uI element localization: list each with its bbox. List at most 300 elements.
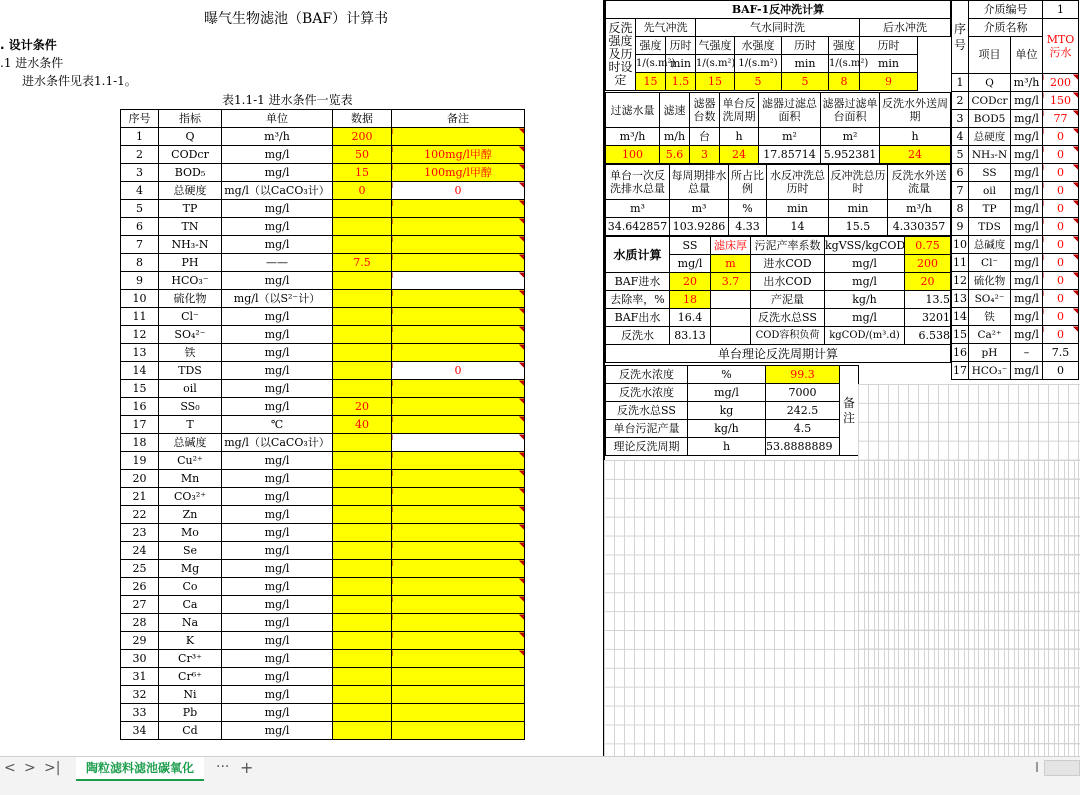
cell[interactable]: m³	[606, 200, 670, 218]
cell[interactable]: mg/l	[825, 309, 905, 327]
cell[interactable]	[392, 578, 525, 596]
cell[interactable]	[333, 578, 392, 596]
cell[interactable]: 1/(s.m²)	[735, 55, 782, 73]
cell[interactable]: 18	[121, 434, 159, 452]
cell[interactable]: TP	[969, 200, 1011, 218]
cell[interactable]: 历时	[666, 37, 696, 55]
cell[interactable]: mg/l	[222, 614, 333, 632]
h-scroll-grip[interactable]	[1036, 762, 1038, 772]
cell[interactable]	[333, 668, 392, 686]
cell[interactable]: 0	[1043, 290, 1079, 308]
cell[interactable]: Cl⁻	[159, 308, 222, 326]
cell[interactable]	[392, 560, 525, 578]
cell[interactable]: 硫化物	[969, 272, 1011, 290]
cell[interactable]	[392, 272, 525, 290]
cell[interactable]: mg/l	[222, 650, 333, 668]
cell[interactable]: 水强度	[735, 37, 782, 55]
cell[interactable]: 反冲洗总历时	[829, 165, 888, 200]
cell[interactable]: 8	[121, 254, 159, 272]
cell[interactable]: mg/l	[222, 686, 333, 704]
cell[interactable]: NH₃-N	[159, 236, 222, 254]
cell[interactable]: 去除率，%	[606, 291, 670, 309]
cell[interactable]: mg/l	[1011, 146, 1043, 164]
cell[interactable]	[333, 272, 392, 290]
cell[interactable]: 0	[1043, 218, 1079, 236]
cell[interactable]: mg/l	[1011, 362, 1043, 380]
cell[interactable]: mg/l	[1011, 326, 1043, 344]
cell[interactable]	[392, 344, 525, 362]
cell[interactable]: mg/l	[222, 560, 333, 578]
cell[interactable]: mg/l	[222, 164, 333, 182]
cell[interactable]: 强度	[829, 37, 860, 55]
cell[interactable]	[392, 398, 525, 416]
cell[interactable]: mg/l	[1011, 272, 1043, 290]
cell[interactable]	[392, 614, 525, 632]
cell[interactable]: mg/l	[222, 308, 333, 326]
cell[interactable]: 26	[121, 578, 159, 596]
cell[interactable]	[392, 128, 525, 146]
cell[interactable]: min	[767, 200, 829, 218]
cell[interactable]: 99.3	[766, 366, 840, 384]
cell[interactable]: 0	[1043, 164, 1079, 182]
cell[interactable]: mg/l	[1011, 236, 1043, 254]
cell[interactable]: TDS	[969, 218, 1011, 236]
cell[interactable]: 8	[952, 200, 969, 218]
cell[interactable]: mg/l	[1011, 308, 1043, 326]
cell[interactable]: 单台反洗周期	[720, 93, 759, 128]
medium-name-label[interactable]: 介质名称	[969, 19, 1043, 37]
cell[interactable]	[392, 632, 525, 650]
cell[interactable]: mg/l	[825, 273, 905, 291]
cell[interactable]: 产泥量	[751, 291, 825, 309]
cell[interactable]: NH₃-N	[969, 146, 1011, 164]
cell[interactable]: TDS	[159, 362, 222, 380]
cell[interactable]: 1/(s.m²)	[829, 55, 860, 73]
cell[interactable]: h	[720, 128, 759, 146]
cell[interactable]: m³/h	[1011, 74, 1043, 92]
cell[interactable]: 总碱度	[969, 236, 1011, 254]
cell[interactable]: 进水COD	[751, 255, 825, 273]
cell[interactable]: m²	[759, 128, 821, 146]
cell[interactable]: 10	[121, 290, 159, 308]
cell[interactable]: 历时	[782, 37, 829, 55]
cell[interactable]: 0.75	[905, 237, 951, 255]
cell[interactable]	[333, 452, 392, 470]
cell[interactable]: 反洗水总SS	[751, 309, 825, 327]
cell[interactable]: Ni	[159, 686, 222, 704]
cell[interactable]	[392, 542, 525, 560]
cell[interactable]: 4.33	[729, 218, 767, 236]
cell[interactable]: Co	[159, 578, 222, 596]
cell[interactable]: 34	[121, 722, 159, 740]
cell[interactable]	[392, 650, 525, 668]
cell[interactable]: 理论反洗周期	[606, 438, 688, 456]
cell[interactable]: BAF出水	[606, 309, 670, 327]
cell[interactable]: h	[688, 438, 766, 456]
cell[interactable]: 103.9286	[670, 218, 729, 236]
cell[interactable]: 过滤水量	[606, 93, 660, 128]
cell[interactable]	[392, 434, 525, 452]
cell[interactable]	[333, 290, 392, 308]
cell[interactable]: 1/(s.m²)	[636, 55, 666, 73]
cell[interactable]: 5	[782, 73, 829, 91]
cell[interactable]: 22	[121, 506, 159, 524]
cell[interactable]: 3201	[905, 309, 951, 327]
cell[interactable]: T	[159, 416, 222, 434]
cell[interactable]: 16.4	[670, 309, 711, 327]
more-sheets-button[interactable]: ···	[216, 759, 230, 775]
cell[interactable]: mg/l	[1011, 290, 1043, 308]
cell[interactable]: 12	[952, 272, 969, 290]
cell[interactable]: 4	[121, 182, 159, 200]
cell[interactable]	[392, 290, 525, 308]
cell[interactable]: mg/l	[222, 524, 333, 542]
cell[interactable]: 反洗水外送流量	[888, 165, 951, 200]
cell[interactable]	[392, 722, 525, 740]
cell[interactable]: 1	[121, 128, 159, 146]
cell[interactable]: 水反冲洗总历时	[767, 165, 829, 200]
cell[interactable]: 1	[952, 74, 969, 92]
cell[interactable]	[333, 434, 392, 452]
cell[interactable]: min	[860, 55, 918, 73]
column-header[interactable]: 单位	[222, 110, 333, 128]
cell[interactable]: CODcr	[159, 146, 222, 164]
cell[interactable]: 30	[121, 650, 159, 668]
cell[interactable]: TN	[159, 218, 222, 236]
cell[interactable]: 17	[952, 362, 969, 380]
cell[interactable]: 11	[121, 308, 159, 326]
cell[interactable]: 0	[1043, 146, 1079, 164]
cell[interactable]: h	[880, 128, 951, 146]
cell[interactable]: mg/l（以S²⁻计）	[222, 290, 333, 308]
cell[interactable]: 0	[333, 182, 392, 200]
column-header[interactable]: 序号	[121, 110, 159, 128]
cell[interactable]: mg/l	[222, 722, 333, 740]
cell[interactable]: 总硬度	[969, 128, 1011, 146]
cell[interactable]: 100	[606, 146, 660, 164]
cell[interactable]: 13.5	[905, 291, 951, 309]
cell[interactable]	[333, 542, 392, 560]
cell[interactable]: mg/l	[222, 326, 333, 344]
cell[interactable]: mg/l	[222, 200, 333, 218]
cell[interactable]	[392, 218, 525, 236]
cell[interactable]: 100mg/l甲醇	[392, 146, 525, 164]
cell[interactable]: ℃	[222, 416, 333, 434]
cell[interactable]: 33	[121, 704, 159, 722]
cell[interactable]: Pb	[159, 704, 222, 722]
cell[interactable]: 200	[333, 128, 392, 146]
cell[interactable]: K	[159, 632, 222, 650]
cell[interactable]: 242.5	[766, 402, 840, 420]
cell[interactable]: mg/l	[1011, 92, 1043, 110]
cell[interactable]: 14	[767, 218, 829, 236]
cell[interactable]: mg/l	[222, 146, 333, 164]
cell[interactable]: 34.642857	[606, 218, 670, 236]
cell[interactable]: 0	[1043, 236, 1079, 254]
cell[interactable]: 20	[333, 398, 392, 416]
cell[interactable]: mg/l	[222, 668, 333, 686]
cell[interactable]	[711, 291, 751, 309]
cell[interactable]: 13	[952, 290, 969, 308]
cell[interactable]: pH	[969, 344, 1011, 362]
cell[interactable]: mg/l	[222, 470, 333, 488]
cell[interactable]	[333, 632, 392, 650]
cell[interactable]: 23	[121, 524, 159, 542]
cell[interactable]: Zn	[159, 506, 222, 524]
cell[interactable]: Na	[159, 614, 222, 632]
cell[interactable]: Cr³⁺	[159, 650, 222, 668]
cell[interactable]	[392, 596, 525, 614]
cell[interactable]: mg/l（以CaCO₃计）	[222, 434, 333, 452]
cell[interactable]: 25	[121, 560, 159, 578]
cell[interactable]: Cl⁻	[969, 254, 1011, 272]
cell[interactable]: 滤速	[660, 93, 690, 128]
cell[interactable]	[392, 452, 525, 470]
cell[interactable]	[392, 308, 525, 326]
cell[interactable]: mg/l	[1011, 200, 1043, 218]
cell[interactable]: HCO₃⁻	[969, 362, 1011, 380]
cell[interactable]: 83.13	[670, 327, 711, 345]
cell[interactable]	[392, 380, 525, 398]
cell[interactable]: 15.5	[829, 218, 888, 236]
cell[interactable]: Mn	[159, 470, 222, 488]
cell[interactable]: 出水COD	[751, 273, 825, 291]
cell[interactable]: 15	[636, 73, 666, 91]
cell[interactable]: 15	[696, 73, 735, 91]
cell[interactable]	[392, 236, 525, 254]
cell[interactable]: 0	[1043, 128, 1079, 146]
cell[interactable]: mg/l	[1011, 128, 1043, 146]
cell[interactable]: mg/l	[222, 632, 333, 650]
cell[interactable]: 1.5	[666, 73, 696, 91]
cell[interactable]: 40	[333, 416, 392, 434]
cell[interactable]: 17.85714	[759, 146, 821, 164]
cell[interactable]: 14	[121, 362, 159, 380]
cell[interactable]: 滤器过滤单台面积	[821, 93, 880, 128]
cell[interactable]	[392, 200, 525, 218]
cell[interactable]: Mg	[159, 560, 222, 578]
cell[interactable]: 9	[860, 73, 918, 91]
cell[interactable]: 反洗水	[606, 327, 670, 345]
period-calc-title[interactable]: 单台理论反洗周期计算	[606, 345, 951, 363]
cell[interactable]: 0	[1043, 272, 1079, 290]
cell[interactable]: m	[711, 255, 751, 273]
cell[interactable]	[333, 218, 392, 236]
cell[interactable]: 7.5	[1043, 344, 1079, 362]
cell[interactable]: mg/l	[222, 362, 333, 380]
cell[interactable]: Q	[969, 74, 1011, 92]
column-header[interactable]: 数据	[333, 110, 392, 128]
cell[interactable]: 历时	[860, 37, 918, 55]
cell[interactable]: Mo	[159, 524, 222, 542]
cell[interactable]: 20	[905, 273, 951, 291]
medium-name-value[interactable]: MTO污水	[1043, 19, 1079, 74]
cell[interactable]: Se	[159, 542, 222, 560]
cell[interactable]: 5	[121, 200, 159, 218]
cell[interactable]: PH	[159, 254, 222, 272]
cell[interactable]: 12	[121, 326, 159, 344]
cell[interactable]	[333, 686, 392, 704]
cell[interactable]: 5.6	[660, 146, 690, 164]
column-header[interactable]: 指标	[159, 110, 222, 128]
cell[interactable]: 31	[121, 668, 159, 686]
cell[interactable]: 反洗水浓度	[606, 384, 688, 402]
cell[interactable]: mg/l	[222, 596, 333, 614]
cell[interactable]: 24	[720, 146, 759, 164]
medium-no-label[interactable]: 介质编号	[969, 1, 1043, 19]
cell[interactable]	[333, 326, 392, 344]
cell[interactable]: mg/l	[222, 542, 333, 560]
cell[interactable]: oil	[969, 182, 1011, 200]
cell[interactable]	[333, 650, 392, 668]
cell[interactable]: mg/l	[222, 488, 333, 506]
cell[interactable]: 20	[670, 273, 711, 291]
item-header[interactable]: 项目	[969, 37, 1011, 74]
cell[interactable]: 所占比例	[729, 165, 767, 200]
unit-header[interactable]: 单位	[1011, 37, 1043, 74]
cell[interactable]: kg	[688, 402, 766, 420]
cell[interactable]: 4.5	[766, 420, 840, 438]
cell[interactable]: mg/l	[222, 704, 333, 722]
cell[interactable]: mg/l	[222, 578, 333, 596]
cell[interactable]	[333, 722, 392, 740]
next-sheet-button[interactable]: >	[24, 760, 36, 776]
cell[interactable]: BOD₅	[159, 164, 222, 182]
cell[interactable]	[392, 254, 525, 272]
cell[interactable]: 7	[121, 236, 159, 254]
cell[interactable]: mg/l	[670, 255, 711, 273]
cell[interactable]: 0	[1043, 362, 1079, 380]
cell[interactable]: –	[1011, 344, 1043, 362]
cell[interactable]: 15	[952, 326, 969, 344]
cell[interactable]: min	[666, 55, 696, 73]
cell[interactable]: 单台污泥产量	[606, 420, 688, 438]
cell[interactable]: 2	[121, 146, 159, 164]
cell[interactable]: 硫化物	[159, 290, 222, 308]
cell[interactable]: 29	[121, 632, 159, 650]
cell[interactable]: 27	[121, 596, 159, 614]
cell[interactable]: 53.8888889	[766, 438, 840, 456]
cell[interactable]: 15	[333, 164, 392, 182]
cell[interactable]: mg/l	[222, 272, 333, 290]
cell[interactable]: 8	[829, 73, 860, 91]
empty-cells-grid-lower[interactable]	[604, 460, 1080, 756]
cell[interactable]: mg/l	[1011, 182, 1043, 200]
cell[interactable]	[333, 362, 392, 380]
cell[interactable]: m³/h	[606, 128, 660, 146]
cell[interactable]	[392, 326, 525, 344]
cell[interactable]: 0	[392, 362, 525, 380]
cell[interactable]	[333, 704, 392, 722]
cell[interactable]	[333, 596, 392, 614]
cell[interactable]: 总硬度	[159, 182, 222, 200]
cell[interactable]: 7.5	[333, 254, 392, 272]
cell[interactable]: Cd	[159, 722, 222, 740]
cell[interactable]: 滤器过滤总面积	[759, 93, 821, 128]
cell[interactable]: 20	[121, 470, 159, 488]
cell[interactable]: 200	[905, 255, 951, 273]
cell[interactable]: 50	[333, 146, 392, 164]
cell[interactable]	[392, 416, 525, 434]
cell[interactable]	[392, 488, 525, 506]
cell[interactable]: m³/h	[222, 128, 333, 146]
cell[interactable]: 污泥产率系数	[751, 237, 825, 255]
cell[interactable]	[333, 506, 392, 524]
cell[interactable]: BAF进水	[606, 273, 670, 291]
cell[interactable]: 强度	[636, 37, 666, 55]
cell[interactable]: min	[829, 200, 888, 218]
cell[interactable]: 台	[690, 128, 720, 146]
cell[interactable]: kgVSS/kgCOD	[825, 237, 905, 255]
cell[interactable]	[333, 614, 392, 632]
cell[interactable]: m/h	[660, 128, 690, 146]
cell[interactable]: Ca	[159, 596, 222, 614]
cell[interactable]: 反洗水外送周期	[880, 93, 951, 128]
cell[interactable]: 21	[121, 488, 159, 506]
cell[interactable]: SS	[670, 237, 711, 255]
cell[interactable]: 32	[121, 686, 159, 704]
cell[interactable]: Cr⁶⁺	[159, 668, 222, 686]
cell[interactable]: 28	[121, 614, 159, 632]
cell[interactable]: 10	[952, 236, 969, 254]
cell[interactable]	[333, 344, 392, 362]
cell[interactable]: 100mg/l甲醇	[392, 164, 525, 182]
cell[interactable]	[392, 470, 525, 488]
cell[interactable]: TP	[159, 200, 222, 218]
cell[interactable]: 反洗水浓度	[606, 366, 688, 384]
cell[interactable]: mg/l	[222, 380, 333, 398]
cell[interactable]: 每周期排水总量	[670, 165, 729, 200]
cell[interactable]: SO₄²⁻	[159, 326, 222, 344]
cell[interactable]: kg/h	[825, 291, 905, 309]
cell[interactable]	[711, 309, 751, 327]
cell[interactable]: 200	[1043, 74, 1079, 92]
column-header[interactable]: 备注	[392, 110, 525, 128]
wq-label[interactable]: 水质计算	[606, 237, 670, 273]
cell[interactable]: ——	[222, 254, 333, 272]
cell[interactable]	[333, 200, 392, 218]
cell[interactable]: Cu²⁺	[159, 452, 222, 470]
cell[interactable]: 0	[1043, 326, 1079, 344]
cell[interactable]: 16	[121, 398, 159, 416]
cell[interactable]: 24	[880, 146, 951, 164]
cell[interactable]: mg/l	[222, 506, 333, 524]
cell[interactable]: mg/l	[222, 344, 333, 362]
cell[interactable]: 3	[121, 164, 159, 182]
cell[interactable]: 4	[952, 128, 969, 146]
cell[interactable]	[333, 236, 392, 254]
h-scrollbar[interactable]	[1044, 760, 1080, 776]
cell[interactable]: COD容积负荷	[751, 327, 825, 345]
cell[interactable]: mg/l	[688, 384, 766, 402]
cell[interactable]: HCO₃⁻	[159, 272, 222, 290]
cell[interactable]	[333, 560, 392, 578]
cell[interactable]: 19	[121, 452, 159, 470]
cell[interactable]	[392, 704, 525, 722]
seq-header[interactable]: 序号	[952, 1, 969, 74]
cell[interactable]: m³/h	[888, 200, 951, 218]
cell[interactable]	[333, 470, 392, 488]
cell[interactable]: mg/l	[222, 452, 333, 470]
cell[interactable]: SS₀	[159, 398, 222, 416]
cell[interactable]	[392, 524, 525, 542]
prev-sheet-button[interactable]: <	[4, 760, 16, 776]
add-sheet-button[interactable]: +	[240, 758, 254, 777]
cell[interactable]: 3	[690, 146, 720, 164]
cell[interactable]: 150	[1043, 92, 1079, 110]
cell[interactable]: 11	[952, 254, 969, 272]
sheet-tab-active[interactable]: 陶粒滤料滤池碳氧化	[76, 757, 204, 781]
